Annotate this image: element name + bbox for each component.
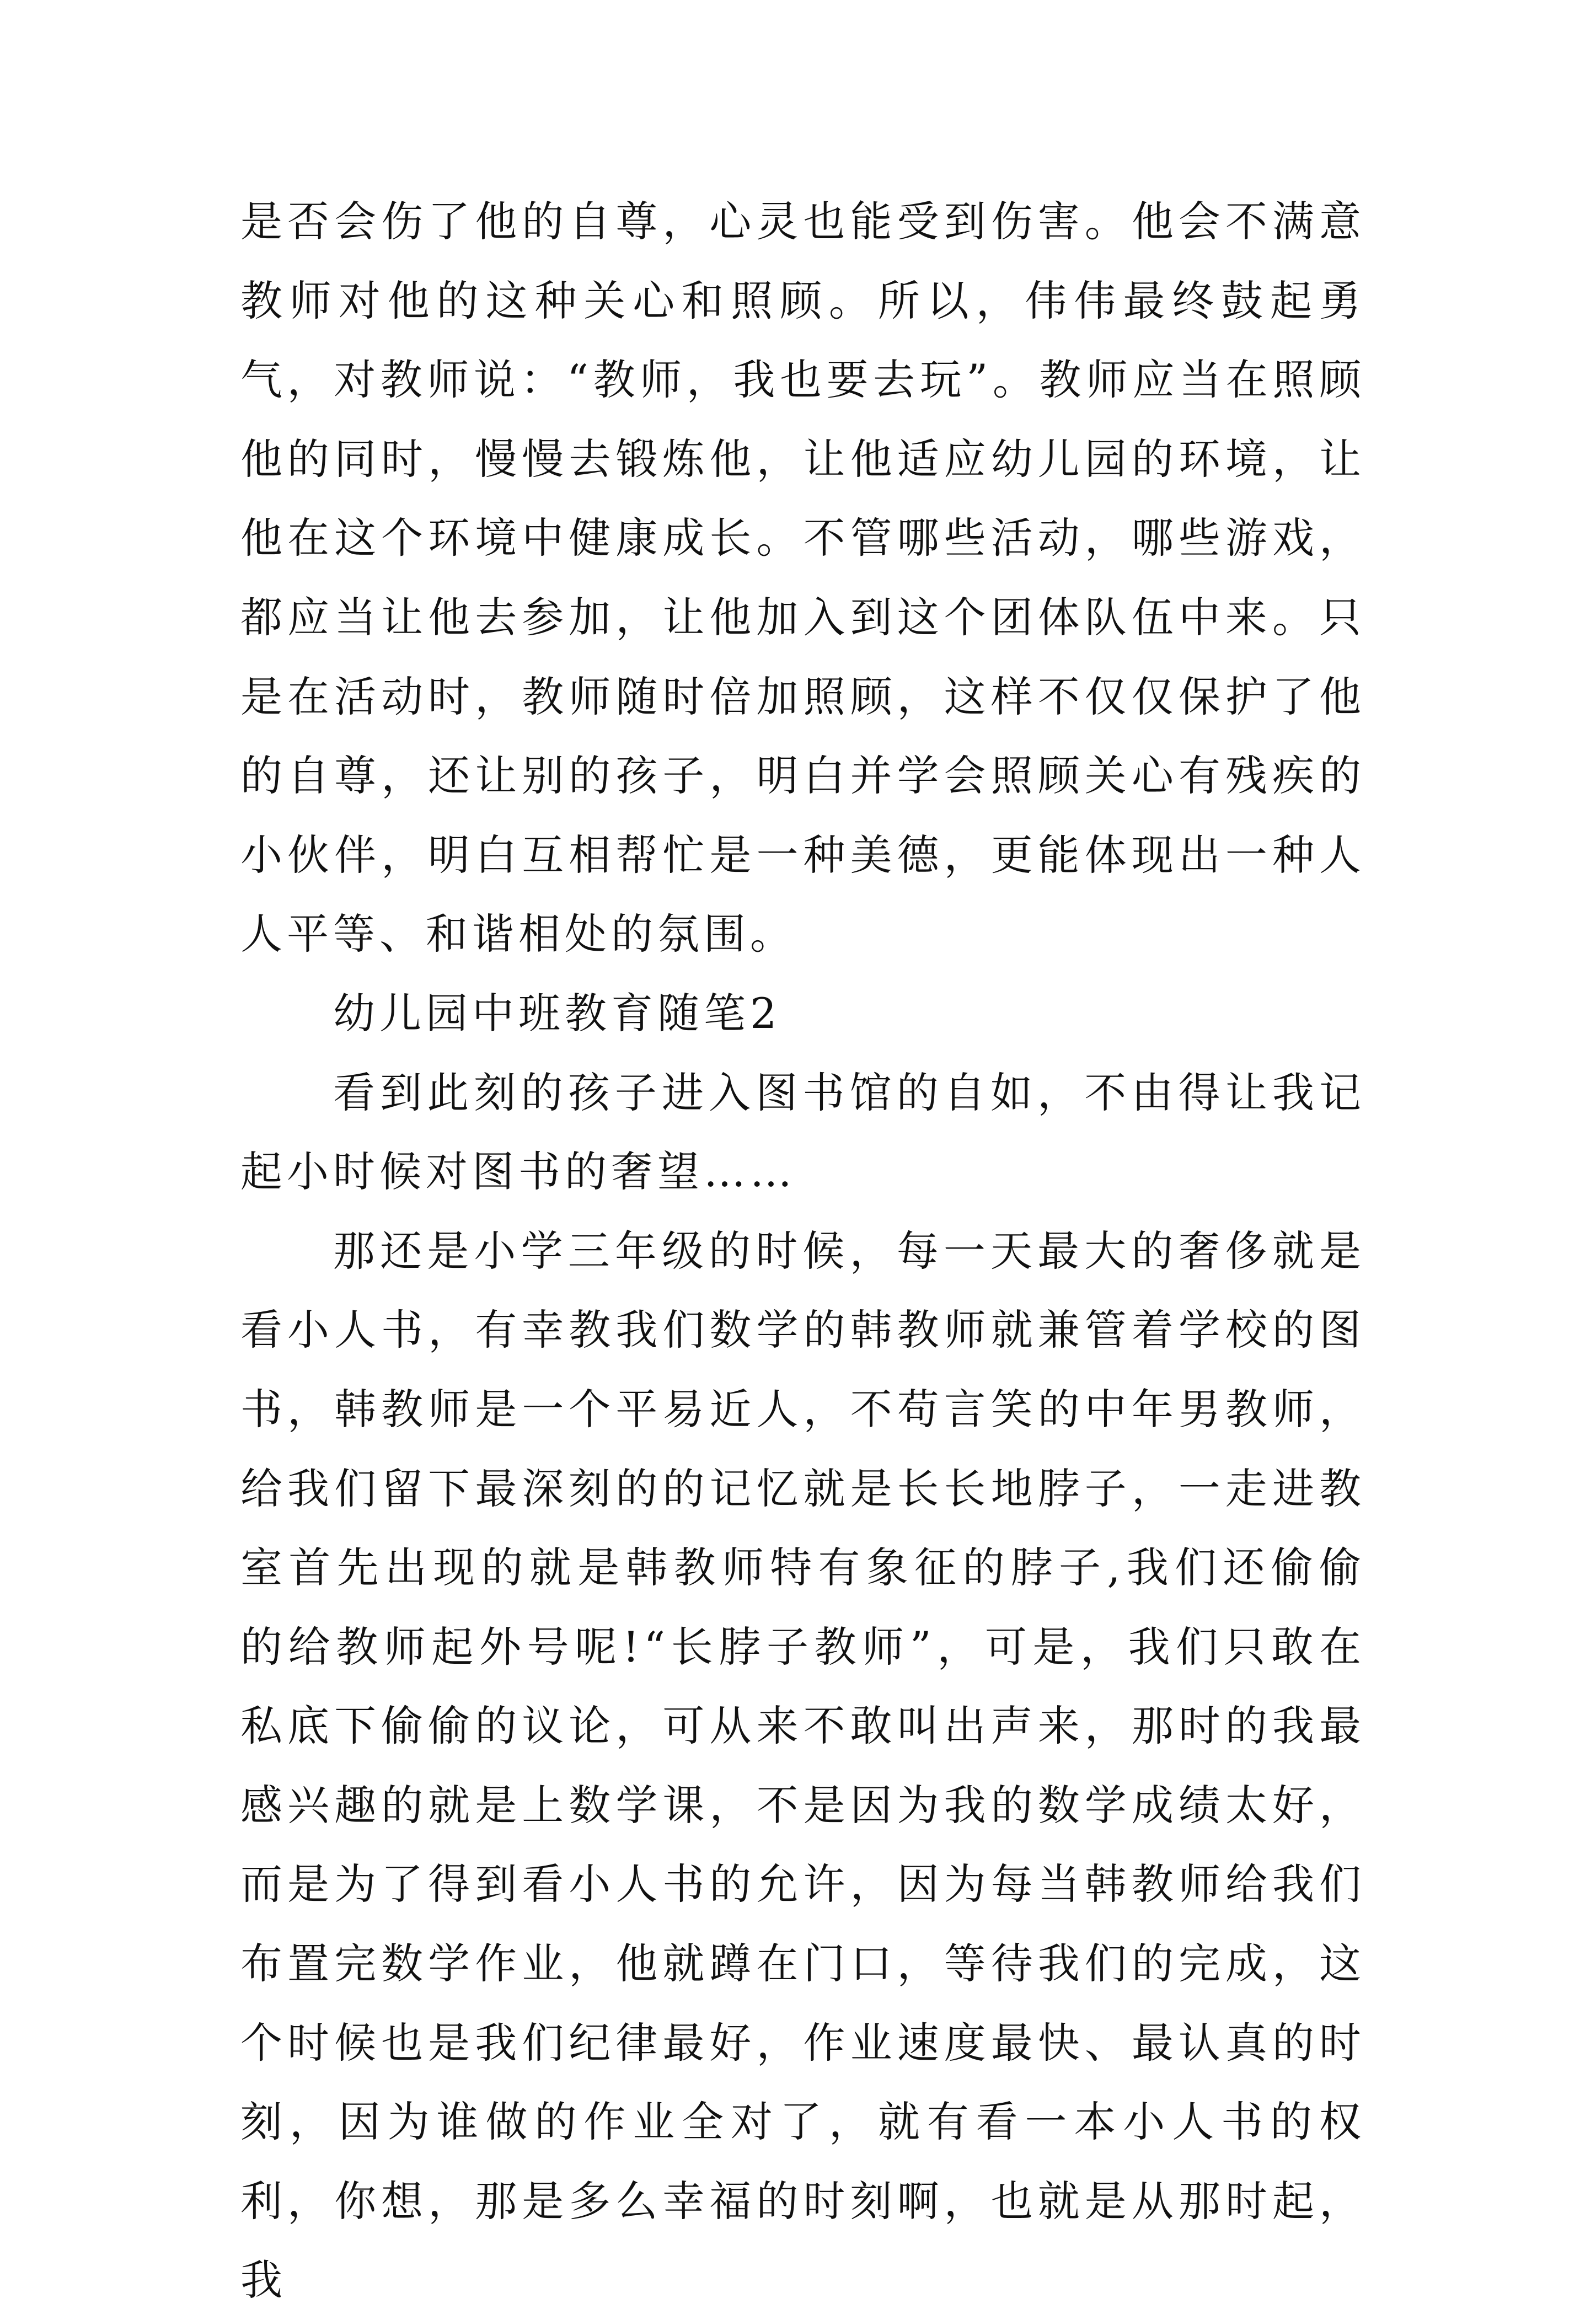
section-heading: 幼儿园中班教育随笔2 bbox=[333, 988, 781, 1038]
paragraph-intro: 看到此刻的孩子进入图书馆的自如，不由得让我记起小时候对图书的奢望…… bbox=[240, 1068, 1365, 1197]
document-body bbox=[240, 182, 1365, 2320]
paragraph-continued: 是否会伤了他的自尊，心灵也能受到伤害。他会不满意教师对他的这种关心和照顾。所以，伟伟最终鼓起勇气，对教师说：“教师，我也要去玩”。教师应当在照顾他的同时，慢慢去锻炼他，让他适应幼儿园的环境，让他在这个环境中健康成长。不管哪些活动，哪些游戏，都应当让他去参加，让他加入到这个团体队伍中来。只是在活动时，教师随时倍加照顾，这样不仅仅保护了他的自尊，还让别的孩子，明白并学会照顾关心有残疾的小伙伴，明白互相帮忙是一种美德，更能体现出一种人人平等、和谐相处的氛围。 bbox=[240, 197, 1365, 959]
paragraph-memory: 那还是小学三年级的时候，每一天最大的奢侈就是看小人书，有幸教我们数学的韩教师就兼管着学校的图书，韩教师是一个平易近人，不苟言笑的中年男教师，给我们留下最深刻的的记忆就是长长地脖子，一走进教室首先出现的就是韩教师特有象征的脖子,我们还偷偷的给教师起外号呢!“长脖子教师”，可是，我们只敢在私底下偷偷的议论，可从来不敢叫出声来，那时的我最感兴趣的就是上数学课，不是因为我的数学成绩太好，而是为了得到看小人书的允许，因为每当韩教师给我们布置完数学作业，他就蹲在门口，等待我们的完成，这个时候也是我们纪律最好，作业速度最快、最认真的时刻，因为谁做的作业全对了，就有看一本小人书的权利，你想，那是多么幸福的时刻啊，也就是从那时起，我 bbox=[240, 1226, 1365, 2305]
